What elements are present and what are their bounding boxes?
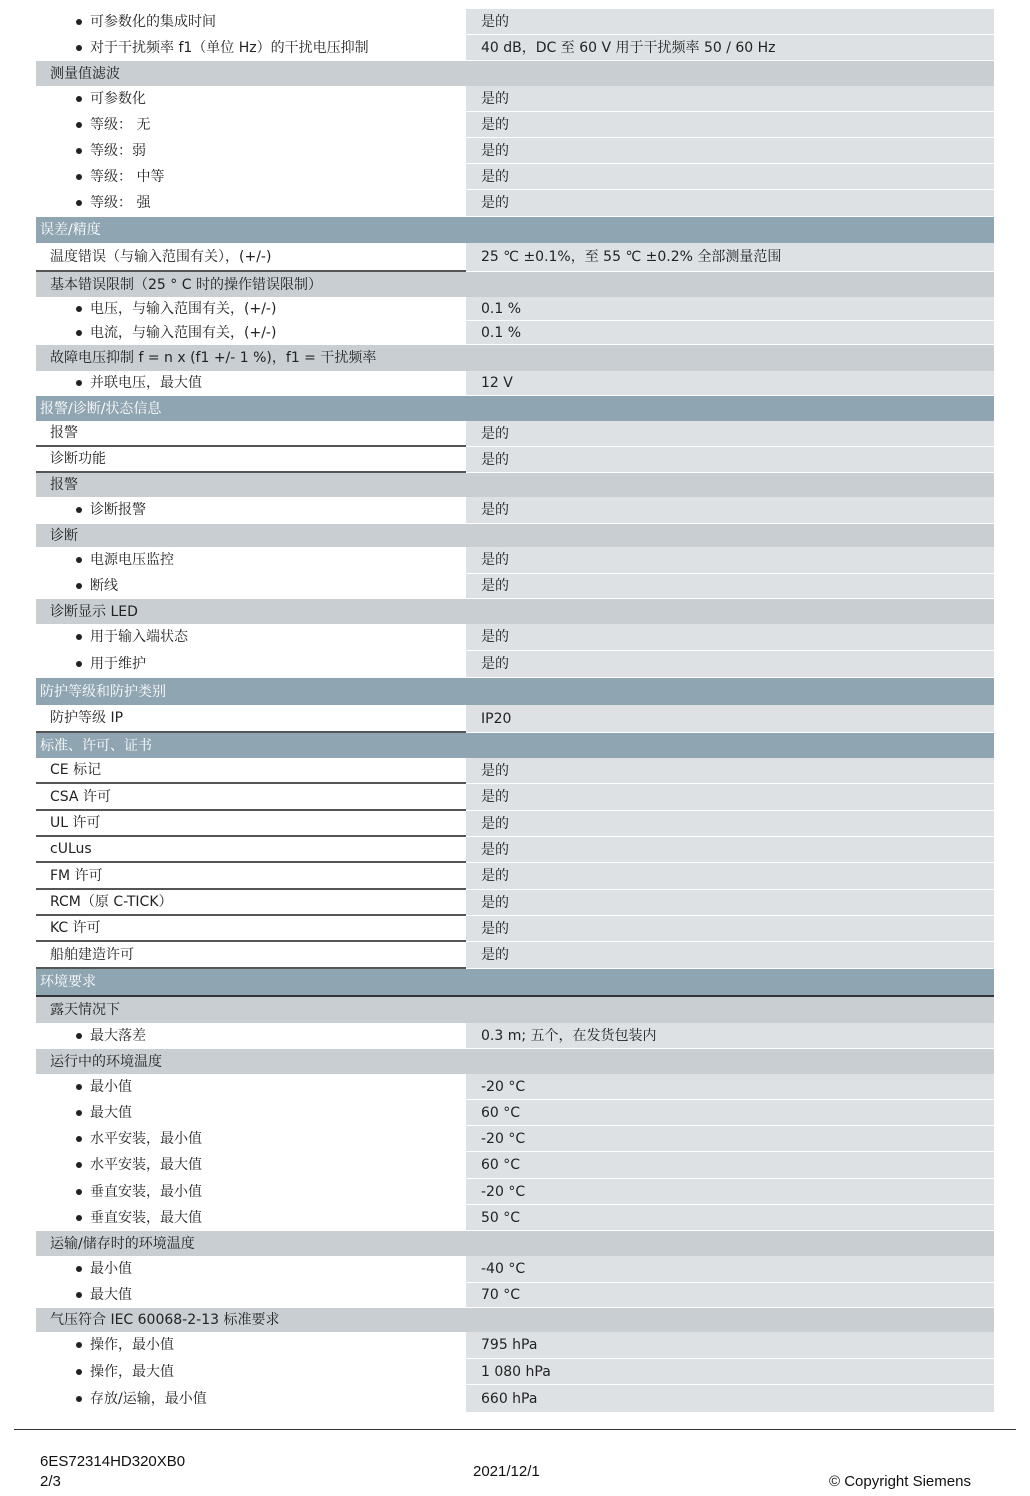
spec-row-label — [36, 547, 466, 574]
label-text: 报警 — [50, 425, 78, 441]
label-text: 最小值 — [90, 1078, 132, 1095]
label-text: 诊断显示 LED — [50, 603, 138, 620]
spec-value: 是的 — [466, 651, 994, 678]
bullet-icon — [76, 174, 82, 180]
label-text: 断线 — [90, 578, 118, 594]
page-number: 2/3 — [40, 1473, 61, 1490]
label-text: 温度错误（与输入范围有关），(+/-) — [50, 248, 272, 265]
spec-row-label — [36, 863, 466, 890]
spec-value: -20 °C — [466, 1126, 994, 1152]
label-text: CSA 许可 — [50, 788, 111, 805]
spec-value: 是的 — [466, 447, 994, 473]
label-text: 水平安装，最小值 — [90, 1130, 202, 1147]
label-text: 等级：弱 — [90, 142, 146, 159]
spec-row-label — [36, 624, 466, 651]
bullet-icon — [76, 122, 82, 128]
label-text: 用于输入端状态 — [90, 629, 188, 645]
spec-value: -20 °C — [466, 1179, 994, 1205]
spec-value: 0.1 % — [466, 321, 994, 345]
spec-row-label — [36, 1385, 466, 1413]
label-text: 故障电压抑制 f = n x (f1 +/- 1 %)，f1 = 干扰频率 — [50, 350, 377, 366]
label-text: 用于维护 — [90, 656, 146, 672]
spec-row — [36, 447, 994, 473]
bullet-icon — [76, 1136, 82, 1142]
spec-value: 50 °C — [466, 1205, 994, 1231]
spec-row — [36, 1205, 994, 1231]
bullet-icon — [76, 306, 82, 312]
label-text: FM 许可 — [50, 867, 103, 884]
spec-row-label — [36, 1023, 466, 1049]
spec-value: 是的 — [466, 811, 994, 837]
spec-row — [36, 1074, 994, 1100]
label-text: 环境要求 — [40, 974, 96, 990]
label-text: RCM（原 C-TICK） — [50, 894, 173, 910]
spec-value: 是的 — [466, 138, 994, 164]
section-header — [36, 733, 994, 758]
spec-row — [36, 1385, 994, 1413]
label-text: 可参数化的集成时间 — [90, 13, 216, 30]
label-text: 等级： 中等 — [90, 168, 165, 185]
spec-row — [36, 890, 994, 916]
bullet-icon — [76, 1396, 82, 1402]
subsection-header-label — [36, 345, 994, 371]
spec-row — [36, 297, 994, 321]
label-text: 误差/精度 — [40, 222, 101, 238]
spec-value: 795 hPa — [466, 1332, 994, 1359]
subsection-header-label — [36, 524, 994, 547]
spec-row-label — [36, 243, 466, 272]
spec-row — [36, 112, 994, 138]
section-header-label — [36, 396, 994, 421]
section-header-label — [36, 217, 994, 243]
label-text: 电源电压监控 — [90, 552, 174, 568]
subsection-header-label — [36, 1231, 994, 1256]
spec-row-label — [36, 1179, 466, 1205]
subsection-header — [36, 524, 994, 547]
subsection-header — [36, 1308, 994, 1332]
spec-value: 是的 — [466, 9, 994, 35]
label-text: 电压，与输入范围有关，(+/-) — [90, 300, 277, 317]
subsection-header — [36, 599, 994, 624]
spec-value: -40 °C — [466, 1256, 994, 1283]
bullet-icon — [76, 1342, 82, 1348]
spec-row-label — [36, 758, 466, 784]
spec-row — [36, 1152, 994, 1179]
label-text: 船舶建造许可 — [50, 946, 134, 963]
document-date: 2021/12/1 — [473, 1463, 540, 1480]
label-text: 露天情况下 — [50, 1002, 120, 1018]
spec-value: 40 dB，DC 至 60 V 用于干扰频率 50 / 60 Hz — [466, 35, 994, 61]
footer-divider — [14, 1429, 1016, 1430]
spec-value: -20 °C — [466, 1074, 994, 1100]
label-text: 最小值 — [90, 1261, 132, 1277]
spec-value: IP20 — [466, 705, 994, 733]
spec-value: 70 °C — [466, 1283, 994, 1308]
spec-row — [36, 1256, 994, 1283]
label-text: CE 标记 — [50, 762, 102, 778]
bullet-icon — [76, 1266, 82, 1272]
spec-row — [36, 1283, 994, 1308]
spec-value: 是的 — [466, 86, 994, 112]
subsection-header — [36, 1049, 994, 1074]
copyright-notice: © Copyright Siemens — [829, 1473, 971, 1490]
spec-row-label — [36, 321, 466, 345]
spec-row — [36, 837, 994, 863]
spec-row-label — [36, 1100, 466, 1126]
label-text: 运行中的环境温度 — [50, 1053, 162, 1070]
label-text: 垂直安装，最小值 — [90, 1183, 202, 1200]
spec-row-label — [36, 574, 466, 599]
spec-row — [36, 86, 994, 112]
subsection-header-label — [36, 473, 994, 497]
label-text: 气压符合 IEC 60068-2-13 标准要求 — [50, 1312, 280, 1328]
spec-row — [36, 497, 994, 524]
bullet-icon — [76, 96, 82, 102]
label-text: 诊断报警 — [90, 502, 146, 518]
section-header — [36, 396, 994, 421]
spec-row — [36, 9, 994, 35]
label-text: UL 许可 — [50, 815, 101, 831]
spec-value: 60 °C — [466, 1152, 994, 1179]
spec-value: 12 V — [466, 371, 994, 396]
bullet-icon — [76, 330, 82, 336]
spec-value: 是的 — [466, 421, 994, 447]
spec-row-label — [36, 1332, 466, 1359]
section-header-label — [36, 678, 994, 705]
bullet-icon — [76, 1292, 82, 1298]
spec-row — [36, 1359, 994, 1385]
subsection-header-label — [36, 1308, 994, 1332]
spec-value: 60 °C — [466, 1100, 994, 1126]
spec-value: 是的 — [466, 784, 994, 811]
section-header — [36, 678, 994, 705]
label-text: 最大值 — [90, 1104, 132, 1121]
spec-row-label — [36, 1359, 466, 1385]
spec-row-label — [36, 497, 466, 524]
spec-row-label — [36, 164, 466, 190]
label-text: KC 许可 — [50, 920, 101, 936]
spec-value: 是的 — [466, 190, 994, 217]
label-text: 等级： 强 — [90, 195, 151, 211]
label-text: 电流，与输入范围有关，(+/-) — [90, 324, 277, 341]
label-text: 等级： 无 — [90, 116, 151, 133]
spec-row — [36, 190, 994, 217]
bullet-icon — [76, 634, 82, 640]
spec-row-label — [36, 942, 466, 969]
spec-row-label — [36, 811, 466, 837]
bullet-icon — [76, 148, 82, 154]
label-text: cULus — [50, 841, 92, 857]
subsection-header-label — [36, 997, 994, 1023]
order-number: 6ES72314HD320XB0 — [40, 1453, 186, 1470]
bullet-icon — [76, 1084, 82, 1090]
bullet-icon — [76, 583, 82, 589]
label-text: 水平安装，最大值 — [90, 1157, 202, 1173]
label-text: 操作，最小值 — [90, 1337, 174, 1353]
label-text: 最大落差 — [90, 1027, 146, 1044]
bullet-icon — [76, 661, 82, 667]
bullet-icon — [76, 45, 82, 51]
spec-row-label — [36, 1256, 466, 1283]
spec-row-label — [36, 705, 466, 733]
section-header-label — [36, 733, 994, 758]
label-text: 垂直安装，最大值 — [90, 1209, 202, 1226]
spec-row-label — [36, 138, 466, 164]
spec-value: 是的 — [466, 574, 994, 599]
spec-row-label — [36, 112, 466, 138]
spec-row — [36, 705, 994, 733]
spec-row-label — [36, 916, 466, 942]
spec-row-label — [36, 784, 466, 811]
spec-value: 0.3 m; 五个，在发货包装内 — [466, 1023, 994, 1049]
label-text: 最大值 — [90, 1287, 132, 1303]
label-text: 并联电压，最大值 — [90, 375, 202, 391]
spec-row — [36, 371, 994, 396]
bullet-icon — [76, 507, 82, 513]
subsection-header — [36, 997, 994, 1023]
spec-row — [36, 321, 994, 345]
spec-value: 25 ℃ ±0.1%，至 55 ℃ ±0.2% 全部测量范围 — [466, 243, 994, 272]
spec-row — [36, 35, 994, 61]
spec-row-label — [36, 1152, 466, 1179]
bullet-icon — [76, 1110, 82, 1116]
spec-value: 是的 — [466, 916, 994, 942]
label-text: 基本错误限制（25 ° C 时的操作错误限制） — [50, 276, 322, 293]
label-text: 防护等级和防护类别 — [40, 683, 166, 700]
subsection-header — [36, 272, 994, 297]
spec-row — [36, 1100, 994, 1126]
spec-row — [36, 547, 994, 574]
bullet-icon — [76, 200, 82, 206]
spec-row — [36, 758, 994, 784]
spec-value: 是的 — [466, 164, 994, 190]
spec-row-label — [36, 371, 466, 396]
subsection-header-label — [36, 599, 994, 624]
spec-value: 是的 — [466, 624, 994, 651]
spec-row — [36, 164, 994, 190]
spec-value: 是的 — [466, 497, 994, 524]
label-text: 报警/诊断/状态信息 — [40, 400, 162, 417]
spec-value: 是的 — [466, 863, 994, 890]
spec-row — [36, 243, 994, 272]
spec-row-label — [36, 9, 466, 35]
spec-row-label — [36, 421, 466, 447]
spec-value: 0.1 % — [466, 297, 994, 321]
spec-row-label — [36, 890, 466, 916]
spec-row — [36, 916, 994, 942]
bullet-icon — [76, 1189, 82, 1195]
label-text: 诊断 — [50, 527, 78, 544]
section-header — [36, 969, 994, 997]
spec-row-label — [36, 86, 466, 112]
subsection-header — [36, 1231, 994, 1256]
bullet-icon — [76, 1215, 82, 1221]
label-text: 报警 — [50, 477, 78, 493]
spec-value: 是的 — [466, 942, 994, 969]
bullet-icon — [76, 1033, 82, 1039]
label-text: 可参数化 — [90, 90, 146, 107]
spec-row — [36, 651, 994, 678]
spec-row — [36, 1023, 994, 1049]
spec-row-label — [36, 35, 466, 61]
bullet-icon — [76, 1369, 82, 1375]
subsection-header-label — [36, 1049, 994, 1074]
spec-row-label — [36, 1283, 466, 1308]
section-header-label — [36, 969, 994, 995]
spec-row-label — [36, 1074, 466, 1100]
bullet-icon — [76, 1162, 82, 1168]
spec-row — [36, 784, 994, 811]
spec-value: 1 080 hPa — [466, 1359, 994, 1385]
spec-row-label — [36, 837, 466, 863]
spec-row — [36, 1332, 994, 1359]
spec-value: 是的 — [466, 112, 994, 138]
spec-value: 是的 — [466, 837, 994, 863]
spec-row — [36, 1126, 994, 1152]
label-text: 防护等级 IP — [50, 710, 124, 726]
spec-row-label — [36, 447, 466, 473]
spec-row-label — [36, 651, 466, 678]
datasheet-table — [36, 9, 994, 1413]
spec-value: 是的 — [466, 547, 994, 574]
bullet-icon — [76, 557, 82, 563]
spec-row-label — [36, 297, 466, 321]
spec-row — [36, 624, 994, 651]
label-text: 运输/储存时的环境温度 — [50, 1235, 195, 1252]
spec-row — [36, 811, 994, 837]
section-header — [36, 217, 994, 243]
spec-value: 是的 — [466, 758, 994, 784]
subsection-header-label — [36, 61, 994, 86]
label-text: 存放/运输，最小值 — [90, 1390, 207, 1407]
spec-row-label — [36, 1126, 466, 1152]
subsection-header — [36, 61, 994, 86]
spec-row — [36, 138, 994, 164]
spec-value: 660 hPa — [466, 1385, 994, 1413]
spec-row-label — [36, 190, 466, 217]
bullet-icon — [76, 380, 82, 386]
label-text: 测量值滤波 — [50, 65, 120, 82]
spec-row — [36, 1179, 994, 1205]
label-text: 诊断功能 — [50, 451, 106, 467]
spec-row — [36, 863, 994, 890]
subsection-header — [36, 473, 994, 497]
spec-row — [36, 574, 994, 599]
spec-row — [36, 421, 994, 447]
subsection-header — [36, 345, 994, 371]
label-text: 操作，最大值 — [90, 1363, 174, 1380]
label-text: 标准、许可、证书 — [40, 737, 152, 754]
bullet-icon — [76, 19, 82, 25]
spec-row-label — [36, 1205, 466, 1231]
spec-value: 是的 — [466, 890, 994, 916]
label-text: 对于干扰频率 f1（单位 Hz）的干扰电压抑制 — [90, 39, 369, 56]
subsection-header-label — [36, 272, 994, 297]
spec-row — [36, 942, 994, 969]
